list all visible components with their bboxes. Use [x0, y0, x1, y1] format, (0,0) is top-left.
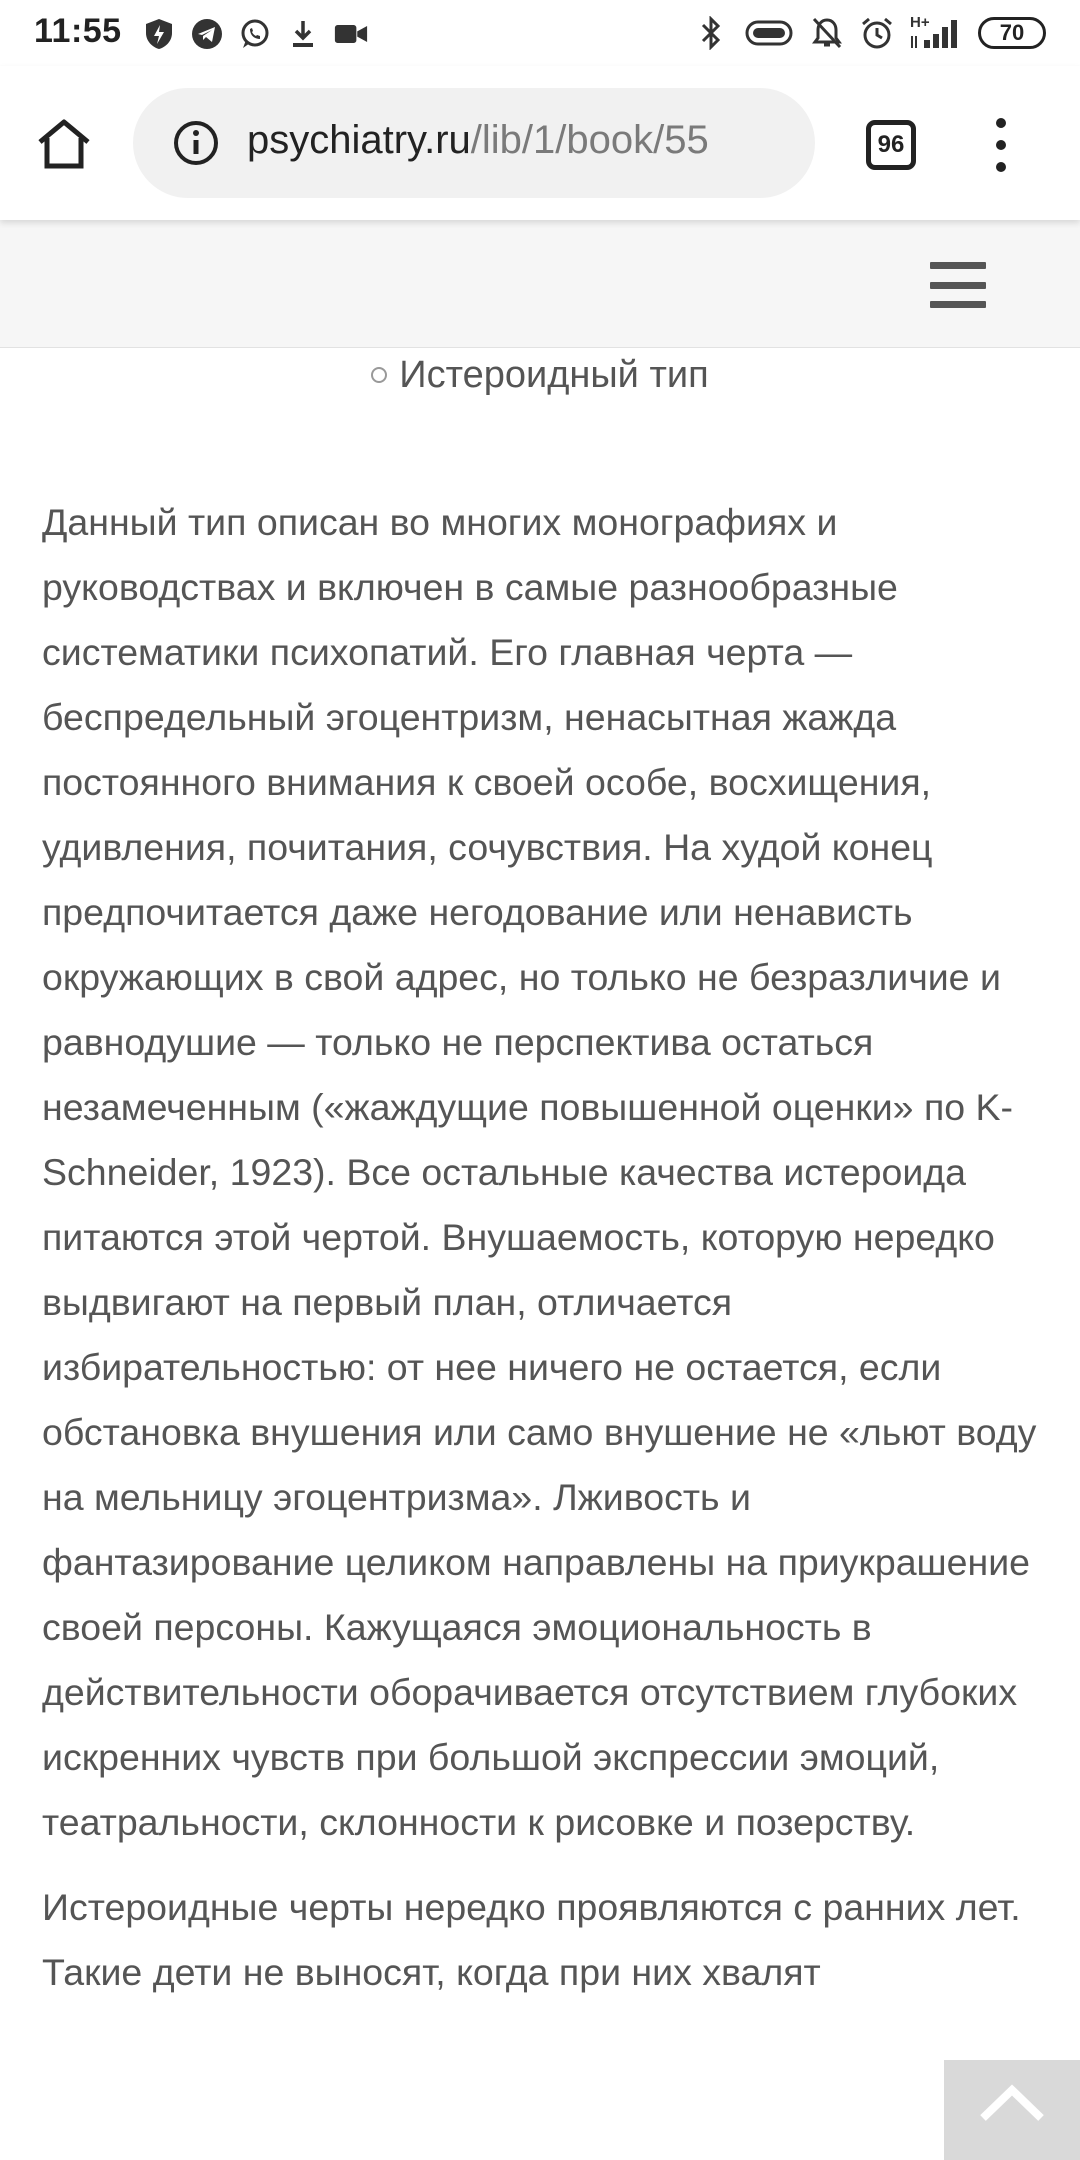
article-paragraph: Истероидные черты нередко проявляются с ранних лет. Такие дети не выносят, когда при них хвалят — [42, 1886, 1021, 1993]
tab-count: 96 — [877, 131, 905, 158]
muted-bell-icon — [810, 16, 844, 50]
url-host: psychiatry.ru — [247, 118, 471, 162]
battery-indicator — [978, 17, 1046, 49]
info-icon[interactable] — [173, 120, 219, 166]
status-bar — [0, 0, 1080, 66]
video-camera-icon — [334, 17, 368, 51]
notification-icons — [142, 16, 368, 52]
site-header — [0, 220, 1080, 348]
hamburger-line — [930, 301, 986, 308]
toc-item-label: Истероидный тип — [399, 354, 709, 396]
menu-dot-icon — [996, 140, 1006, 150]
menu-dot-icon — [996, 162, 1006, 172]
tab-switcher-button[interactable] — [866, 120, 916, 170]
menu-dot-icon — [996, 118, 1006, 128]
status-time: 11:55 — [34, 12, 122, 50]
whatsapp-icon — [238, 17, 272, 51]
hamburger-line — [930, 262, 986, 269]
circle-bullet-icon — [371, 367, 387, 383]
scroll-to-top-button[interactable] — [944, 2060, 1080, 2160]
url-path: /lib/1/book/55 — [470, 118, 709, 162]
battery-level: 70 — [999, 20, 1025, 45]
signal-icon — [910, 16, 962, 50]
hamburger-line — [930, 282, 986, 289]
toc-item[interactable] — [0, 354, 1080, 397]
vpn-key-icon — [744, 16, 794, 50]
telegram-icon — [190, 17, 224, 51]
home-icon — [36, 118, 92, 170]
system-icons — [694, 14, 1046, 52]
hamburger-menu-icon[interactable] — [930, 262, 986, 308]
download-icon — [286, 17, 320, 51]
network-type-label: H+ — [910, 14, 930, 31]
chevron-up-icon — [977, 2080, 1047, 2124]
browser-menu-button[interactable] — [986, 118, 1016, 172]
article-paragraph: Данный тип описан во многих монографиях и руководствах и включен в самые разнообразные систематики психопатий. Его главная черта — беспредельный эгоцентризм, ненасытная жажда постоянного внимания к своей особе, восхищения, удивления, почитания, сочувствия. На худой конец предпочитается даже негодование или ненависть окружающих в свой адрес, но только не безразличие и равнодушие — только не перспектива остаться незамеченным («жаждущие повышенной оценки» по K- Schneider, 1923). Все остальные качества истероида питаются этой чертой. Внушаемость, которую нередко выдвигают на первый план, отличается избирательностью: от нее ничего не остается, если обстановка внушения или само внушение не «льют воду на мельницу эгоцентризма». Лживость и фантазирование целиком направлены на приукрашение своей персоны. Кажущаяся эмоциональность в действительности оборачивается отсутствием глубоких искренних чувств при большой экспрессии эмоций, театральности, склонности к рисовке и позерству. — [42, 501, 1037, 1843]
address-bar[interactable] — [133, 88, 815, 198]
browser-toolbar — [0, 66, 1080, 220]
bluetooth-icon — [694, 16, 728, 50]
shield-bolt-icon — [142, 17, 176, 51]
url-text[interactable] — [247, 118, 807, 163]
alarm-icon — [860, 16, 894, 50]
article-body — [42, 490, 1042, 2025]
home-button[interactable] — [28, 108, 100, 180]
